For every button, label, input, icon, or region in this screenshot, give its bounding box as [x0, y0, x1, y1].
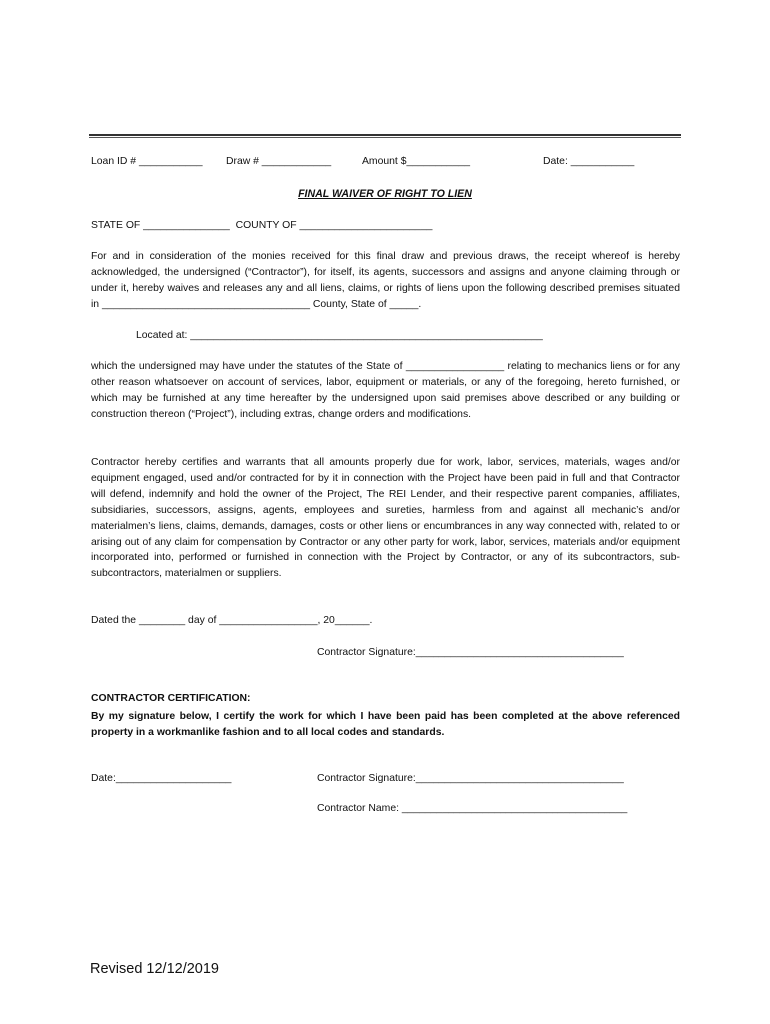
dated-line: Dated the ________ day of _________________, 20______. — [91, 615, 373, 626]
contractor-name-line: Contractor Name: _______________________________________ — [317, 803, 628, 814]
draw-field: Draw # ____________ — [226, 156, 332, 167]
header-rule-thin — [89, 137, 681, 138]
contractor-signature-line-2: Contractor Signature:____________________________________ — [317, 773, 624, 784]
amount-field: Amount $___________ — [362, 156, 471, 167]
header-rule — [89, 134, 681, 136]
revised-date: Revised 12/12/2019 — [90, 961, 219, 977]
document-title: FINAL WAIVER OF RIGHT TO LIEN — [298, 188, 472, 200]
paragraph-certifies: Contractor hereby certifies and warrants that all amounts properly due for work, labor, services, materials, wages and/or equipment engaged, used and/or contracted for by it in connection with the Project have been paid in full and that Contractor will defend, indemnify and hold the owner of the Project, The REI Lender, and their respective parent companies, affiliates, subsidiaries, successors, assigns, agents, employees and sureties, harmless from and against all mechanic’s and/or materialmen’s liens, claims, demands, damages, costs or other liens or encumbrances in any way connected with, related to or arising out of any claim for compensation by Contractor or any other party for work, labor, services, materials and/or equipment incorporated into, performed or furnished in connection with the Project by Contractor, or any of its subcontractors, sub-subcontractors, materialmen or suppliers. — [91, 457, 680, 580]
contractor-signature-line-1: Contractor Signature:____________________________________ — [317, 647, 624, 658]
located-at-line: Located at: _____________________________________________________________ — [136, 330, 543, 341]
loan-id-field: Loan ID # ___________ — [91, 156, 203, 167]
footer-date-line: Date:____________________ — [91, 773, 232, 784]
certification-text: By my signature below, I certify the work for which I have been paid has been completed at the above referenced property in a workmanlike fashion and to all local codes and standards. — [91, 711, 680, 738]
date-field: Date: ___________ — [543, 156, 635, 167]
paragraph-consideration: For and in consideration of the monies received for this final draw and previous draws, the receipt whereof is hereby acknowledged, the undersigned (“Contractor”), for itself, its agents, successors and assigns and anyone claiming through or under it, hereby waives and releases any and all liens, claims, or rights of liens upon the following described premises situated in ____________________________________ County, State of _____. — [91, 251, 680, 310]
certification-heading: CONTRACTOR CERTIFICATION: — [91, 693, 251, 704]
paragraph-statutes: which the undersigned may have under the statutes of the State of _________________ relating to mechanics liens or for any other reason whatsoever on account of services, labor, equipment or materials, or any of the foregoing, hereto furnished, or which may be furnished at any time hereafter by the undersigned upon said premises above described or any building or construction thereon (“Project”), including extras, change orders and modifications. — [91, 361, 680, 420]
state-county-line: STATE OF _______________ COUNTY OF _______________________ — [91, 220, 433, 231]
